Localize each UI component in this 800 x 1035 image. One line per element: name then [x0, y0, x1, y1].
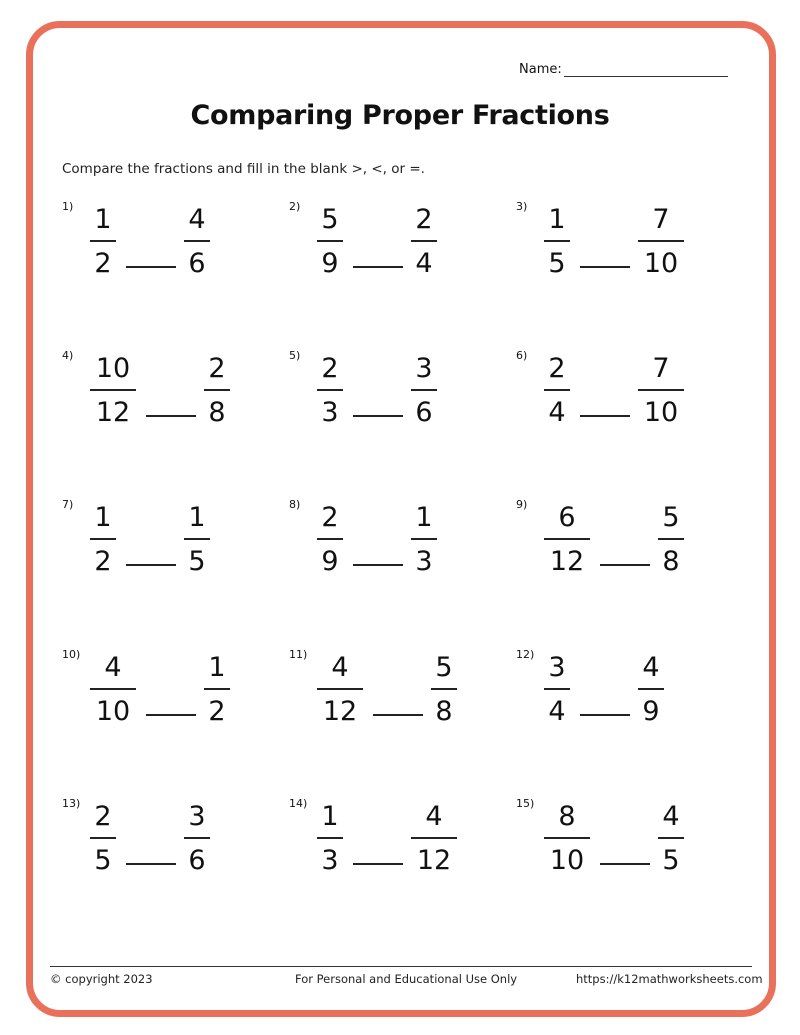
right-fraction [184, 801, 210, 877]
fraction-bar [544, 240, 570, 242]
numerator: 2 [548, 353, 566, 384]
denominator: 4 [548, 695, 566, 727]
answer-blank[interactable] [353, 415, 403, 417]
fraction-bar [431, 688, 457, 690]
denominator: 6 [415, 396, 433, 428]
fraction-bar [317, 688, 363, 690]
answer-blank[interactable] [353, 266, 403, 268]
answer-blank[interactable] [146, 415, 196, 417]
numerator: 3 [188, 801, 206, 832]
denominator: 8 [662, 545, 680, 577]
right-fraction [204, 652, 230, 728]
fraction-bar [317, 538, 343, 540]
denominator: 8 [435, 695, 453, 727]
problem-number: 6) [516, 349, 528, 362]
numerator: 1 [94, 502, 112, 533]
denominator: 5 [662, 844, 680, 876]
denominator: 5 [94, 844, 112, 876]
fraction-bar [411, 389, 437, 391]
fraction-bar [90, 538, 116, 540]
problem-item [62, 349, 262, 469]
name-label: Name: [519, 62, 562, 77]
problem-number: 13) [62, 797, 81, 810]
left-fraction [317, 204, 343, 280]
answer-blank[interactable] [126, 863, 176, 865]
problem-item [516, 498, 716, 618]
numerator: 7 [652, 204, 670, 235]
fraction-bar [544, 688, 570, 690]
denominator: 2 [208, 695, 226, 727]
answer-blank[interactable] [600, 863, 650, 865]
left-fraction [317, 801, 343, 877]
right-fraction [184, 204, 210, 280]
right-fraction [431, 652, 457, 728]
denominator: 2 [94, 545, 112, 577]
answer-blank[interactable] [580, 714, 630, 716]
numerator: 5 [662, 502, 680, 533]
fraction-bar [317, 389, 343, 391]
numerator: 2 [208, 353, 226, 384]
fraction-bar [184, 538, 210, 540]
answer-blank[interactable] [580, 266, 630, 268]
denominator: 4 [415, 247, 433, 279]
numerator: 2 [321, 502, 339, 533]
numerator: 5 [435, 652, 453, 683]
answer-blank[interactable] [353, 863, 403, 865]
numerator: 7 [652, 353, 670, 384]
problem-item [516, 797, 716, 917]
denominator: 8 [208, 396, 226, 428]
footer-divider [50, 966, 752, 967]
problem-item [62, 648, 262, 768]
fraction-bar [658, 837, 684, 839]
right-fraction [411, 801, 457, 877]
denominator: 10 [643, 396, 679, 428]
denominator: 12 [322, 695, 358, 727]
denominator: 2 [94, 247, 112, 279]
left-fraction [544, 801, 590, 877]
right-fraction [204, 353, 230, 429]
denominator: 12 [416, 844, 452, 876]
answer-blank[interactable] [600, 564, 650, 566]
problem-item [289, 797, 489, 917]
fraction-bar [184, 240, 210, 242]
numerator: 10 [95, 353, 131, 384]
right-fraction [658, 801, 684, 877]
fraction-bar [544, 538, 590, 540]
numerator: 4 [104, 652, 122, 683]
left-fraction [544, 652, 570, 728]
left-fraction [90, 801, 116, 877]
numerator: 4 [331, 652, 349, 683]
right-fraction [411, 204, 437, 280]
problem-item [289, 349, 489, 469]
numerator: 4 [425, 801, 443, 832]
fraction-bar [544, 389, 570, 391]
fraction-bar [638, 389, 684, 391]
problem-number: 15) [516, 797, 535, 810]
problem-number: 12) [516, 648, 535, 661]
problem-item [62, 498, 262, 618]
fraction-bar [411, 240, 437, 242]
left-fraction [317, 652, 363, 728]
problem-number: 10) [62, 648, 81, 661]
denominator: 9 [642, 695, 660, 727]
problem-item [289, 648, 489, 768]
problem-number: 1) [62, 200, 74, 213]
problem-number: 3) [516, 200, 528, 213]
numerator: 2 [94, 801, 112, 832]
problem-number: 5) [289, 349, 301, 362]
right-fraction [638, 204, 684, 280]
problem-number: 14) [289, 797, 308, 810]
numerator: 2 [415, 204, 433, 235]
denominator: 5 [548, 247, 566, 279]
denominator: 6 [188, 247, 206, 279]
right-fraction [411, 353, 437, 429]
footer-usage: For Personal and Educational Use Only [295, 972, 518, 986]
numerator: 2 [321, 353, 339, 384]
fraction-bar [184, 837, 210, 839]
numerator: 1 [548, 204, 566, 235]
fraction-bar [204, 389, 230, 391]
answer-blank[interactable] [373, 714, 423, 716]
fraction-bar [317, 837, 343, 839]
problem-number: 11) [289, 648, 308, 661]
denominator: 3 [321, 844, 339, 876]
fraction-bar [90, 389, 136, 391]
problem-item [516, 349, 716, 469]
numerator: 3 [415, 353, 433, 384]
name-blank-line[interactable] [564, 62, 728, 77]
numerator: 1 [188, 502, 206, 533]
right-fraction [658, 502, 684, 578]
fraction-bar [411, 837, 457, 839]
numerator: 1 [94, 204, 112, 235]
numerator: 1 [321, 801, 339, 832]
numerator: 4 [642, 652, 660, 683]
problem-number: 2) [289, 200, 301, 213]
right-fraction [184, 502, 210, 578]
numerator: 6 [558, 502, 576, 533]
worksheet-title: Comparing Proper Fractions [190, 100, 610, 131]
denominator: 10 [95, 695, 131, 727]
denominator: 9 [321, 545, 339, 577]
fraction-bar [204, 688, 230, 690]
denominator: 3 [321, 396, 339, 428]
left-fraction [317, 353, 343, 429]
left-fraction [544, 204, 570, 280]
fraction-bar [638, 688, 664, 690]
answer-blank[interactable] [146, 714, 196, 716]
problem-item [289, 200, 489, 320]
problem-item [516, 200, 716, 320]
left-fraction [90, 353, 136, 429]
numerator: 1 [415, 502, 433, 533]
denominator: 3 [415, 545, 433, 577]
denominator: 10 [549, 844, 585, 876]
numerator: 4 [188, 204, 206, 235]
problem-item [289, 498, 489, 618]
fraction-bar [317, 240, 343, 242]
denominator: 12 [549, 545, 585, 577]
problem-item [62, 797, 262, 917]
fraction-bar [90, 688, 136, 690]
problem-number: 4) [62, 349, 74, 362]
answer-blank[interactable] [580, 415, 630, 417]
right-fraction [638, 652, 664, 728]
left-fraction [544, 502, 590, 578]
denominator: 4 [548, 396, 566, 428]
right-fraction [638, 353, 684, 429]
numerator: 5 [321, 204, 339, 235]
answer-blank[interactable] [353, 564, 403, 566]
denominator: 6 [188, 844, 206, 876]
numerator: 4 [662, 801, 680, 832]
fraction-bar [658, 538, 684, 540]
name-field[interactable] [519, 62, 728, 77]
fraction-bar [544, 837, 590, 839]
footer-copyright: © copyright 2023 [50, 972, 153, 986]
denominator: 10 [643, 247, 679, 279]
numerator: 3 [548, 652, 566, 683]
denominator: 12 [95, 396, 131, 428]
left-fraction [544, 353, 570, 429]
problem-item [516, 648, 716, 768]
answer-blank[interactable] [126, 564, 176, 566]
left-fraction [90, 204, 116, 280]
problem-number: 9) [516, 498, 528, 511]
left-fraction [317, 502, 343, 578]
problem-number: 8) [289, 498, 301, 511]
fraction-bar [90, 240, 116, 242]
fraction-bar [638, 240, 684, 242]
right-fraction [411, 502, 437, 578]
denominator: 9 [321, 247, 339, 279]
fraction-bar [90, 837, 116, 839]
left-fraction [90, 652, 136, 728]
footer-url[interactable]: https://k12mathworksheets.com [576, 972, 763, 986]
fraction-bar [411, 538, 437, 540]
problem-number: 7) [62, 498, 74, 511]
problem-item [62, 200, 262, 320]
numerator: 1 [208, 652, 226, 683]
answer-blank[interactable] [126, 266, 176, 268]
left-fraction [90, 502, 116, 578]
numerator: 8 [558, 801, 576, 832]
denominator: 5 [188, 545, 206, 577]
instructions: Compare the fractions and fill in the blank >, <, or =. [62, 161, 425, 177]
